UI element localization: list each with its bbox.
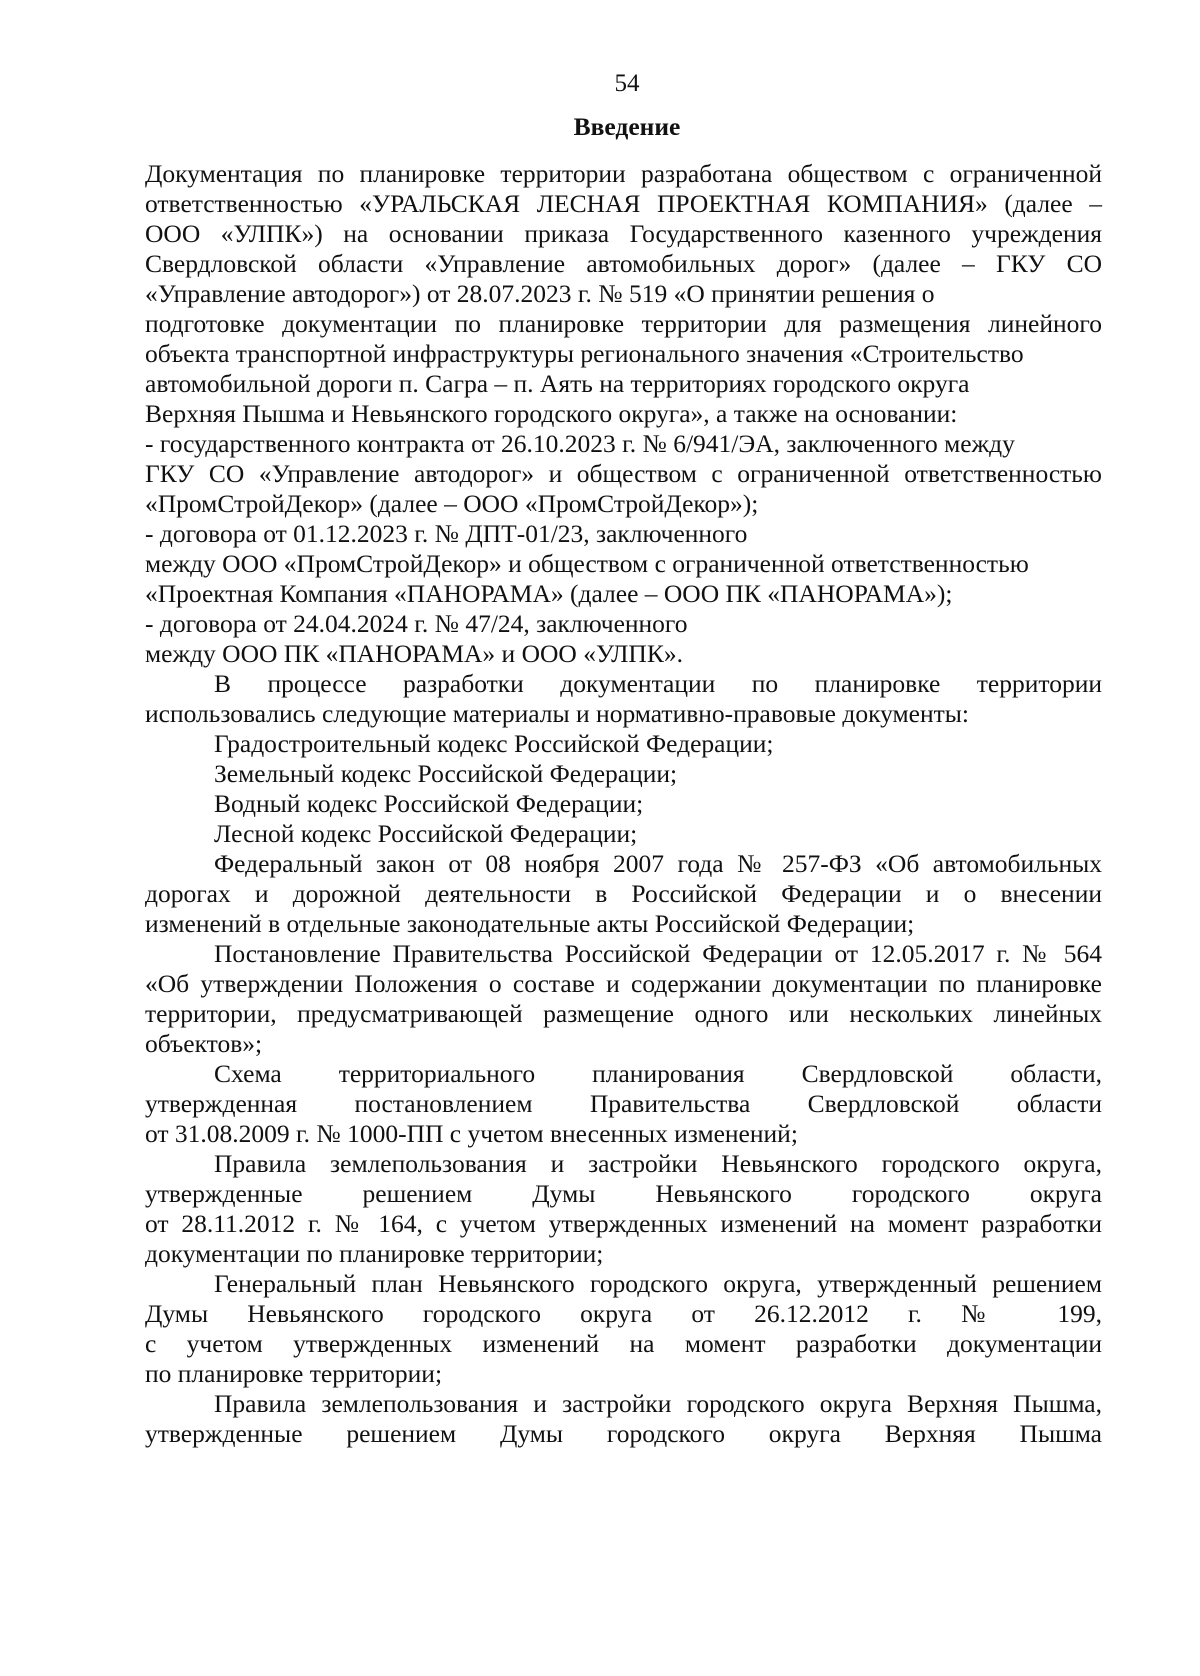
text-line: «Об утверждении Положения о составе и содержании документации по планировке: [145, 969, 1102, 998]
text-line: В процессе разработки документации по планировке территории: [214, 669, 1102, 698]
page-number: 54: [614, 70, 640, 97]
text-line: с учетом утвержденных изменений на момент разработки документации: [145, 1329, 1102, 1358]
text-line: изменений в отдельные законодательные акты Российской Федерации;: [145, 909, 915, 938]
text-line: - договора от 01.12.2023 г. № ДПТ-01/23, заключенного: [145, 519, 748, 548]
text-line: документации по планировке территории;: [145, 1239, 604, 1268]
text-line: Постановление Правительства Российской Федерации от 12.05.2017 г. № 564: [214, 939, 1102, 968]
text-line: между ООО ПК «ПАНОРАМА» и ООО «УЛПК».: [145, 639, 683, 668]
text-line: Правила землепользования и застройки городского округа Верхняя Пышма,: [214, 1389, 1102, 1418]
text-line: Документация по планировке территории разработана обществом с ограниченной: [145, 159, 1102, 188]
text-line: «ПромСтройДекор» (далее – ООО «ПромСтройДекор»);: [145, 489, 759, 518]
text-line: объектов»;: [145, 1029, 263, 1058]
text-line: «Управление автодорог») от 28.07.2023 г. № 519 «О принятии решения о: [145, 279, 935, 308]
text-line: - договора от 24.04.2024 г. № 47/24, заключенного: [145, 609, 688, 638]
text-line: Лесной кодекс Российской Федерации;: [214, 819, 638, 848]
text-line: дорогах и дорожной деятельности в Российской Федерации и о внесении: [145, 879, 1102, 908]
text-line: ГКУ СО «Управление автодорог» и обществом с ограниченной ответственностью: [145, 459, 1102, 488]
text-line: использовались следующие материалы и нормативно-правовые документы:: [145, 699, 969, 728]
text-line: автомобильной дороги п. Сагра – п. Аять на территориях городского округа: [145, 369, 970, 398]
text-line: утвержденные решением Думы Невьянского городского округа: [145, 1179, 1102, 1208]
text-line: Водный кодекс Российской Федерации;: [214, 789, 644, 818]
text-line: утвержденная постановлением Правительства Свердловской области: [145, 1089, 1102, 1118]
text-line: Думы Невьянского городского округа от 26.12.2012 г. № 199,: [145, 1299, 1102, 1328]
text-line: между ООО «ПромСтройДекор» и обществом с ограниченной ответственностью: [145, 549, 1029, 578]
text-line: от 31.08.2009 г. № 1000-ПП с учетом внесенных изменений;: [145, 1119, 798, 1148]
section-title: Введение: [573, 112, 681, 141]
text-line: Схема территориального планирования Свердловской области,: [214, 1059, 1102, 1088]
text-line: Свердловской области «Управление автомобильных дорог» (далее – ГКУ СО: [145, 249, 1102, 278]
text-line: территории, предусматривающей размещение одного или нескольких линейных: [145, 999, 1102, 1028]
text-line: по планировке территории;: [145, 1359, 443, 1388]
text-line: Федеральный закон от 08 ноября 2007 года № 257-ФЗ «Об автомобильных: [214, 849, 1102, 878]
text-line: от 28.11.2012 г. № 164, с учетом утвержденных изменений на момент разработки: [145, 1209, 1102, 1238]
text-line: объекта транспортной инфраструктуры регионального значения «Строительство: [145, 339, 1024, 368]
text-line: Земельный кодекс Российской Федерации;: [214, 759, 678, 788]
text-line: утвержденные решением Думы городского округа Верхняя Пышма: [145, 1419, 1102, 1448]
text-line: ООО «УЛПК») на основании приказа Государственного казенного учреждения: [145, 219, 1102, 248]
text-line: «Проектная Компания «ПАНОРАМА» (далее – ООО ПК «ПАНОРАМА»);: [145, 579, 953, 608]
text-line: Генеральный план Невьянского городского округа, утвержденный решением: [214, 1269, 1102, 1298]
text-line: Градостроительный кодекс Российской Федерации;: [214, 729, 774, 758]
text-line: ответственностью «УРАЛЬСКАЯ ЛЕСНАЯ ПРОЕКТНАЯ КОМПАНИЯ» (далее –: [145, 189, 1102, 218]
text-line: - государственного контракта от 26.10.2023 г. № 6/941/ЭА, заключенного между: [145, 429, 1015, 458]
text-line: Верхняя Пышма и Невьянского городского округа», а также на основании:: [145, 399, 958, 428]
text-line: подготовке документации по планировке территории для размещения линейного: [145, 309, 1102, 338]
text-line: Правила землепользования и застройки Невьянского городского округа,: [214, 1149, 1102, 1178]
